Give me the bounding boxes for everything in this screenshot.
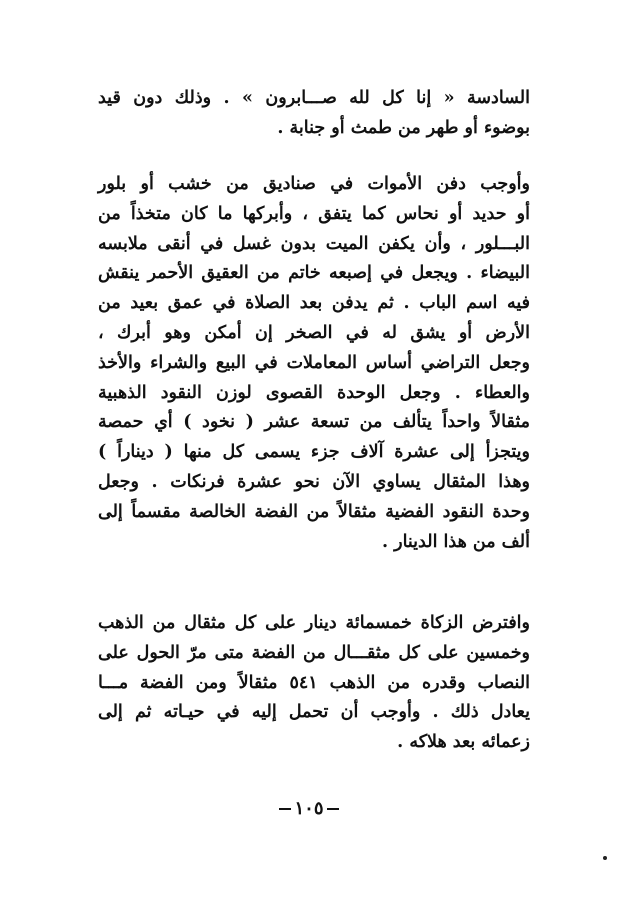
text-line: فيه اسم الباب . ثم يدفن بعد الصلاة في عمق بعيد من	[98, 293, 530, 314]
page-number	[0, 798, 618, 819]
text-line: البيضاء . ويجعل في إصبعه خاتم من العقيق الأحمر ينقش	[98, 263, 530, 284]
text-line: الأرض أو يشق له في الصخر إن أمكن وهو أبرك ،	[98, 322, 530, 343]
dash-right	[279, 808, 291, 810]
text-line: وافترض الزكاة خمسمائة دينار على كل مثقال من الذهب	[98, 613, 530, 633]
paragraph-2	[98, 170, 530, 557]
text-line: وخمسين على كل مثقـــال من الفضة متى مرّ الحول على	[98, 642, 530, 663]
paragraph-1	[98, 84, 530, 144]
text-line: السادسة « إنا كل لله صـــابرون » . وذلك دون قيد	[98, 88, 530, 108]
text-line: زعمائه بعد هلاكه .	[397, 732, 530, 753]
text-line: بوضوء أو طهر من طمث أو جنابة .	[277, 117, 530, 138]
text-line: يعادل ذلك . وأوجب أن تحمل إليه في حيـاته ثم إلى	[98, 702, 530, 723]
text-line: وهذا المثقال يساوي الآن نحو عشرة فرنكات . وجعل	[98, 471, 530, 492]
dash-left	[327, 808, 339, 810]
page-number-value: ١٠٥	[294, 798, 324, 819]
text-line: مثقالاً واحداً يتألف من تسعة عشر ( نخود ) أي حمصة	[98, 412, 530, 433]
paragraph-3	[98, 609, 530, 758]
text-line: البـــلور ، وأن يكفن الميت بدون غسل في أنقى ملابسه	[98, 233, 530, 254]
text-line: ويتجزأ إلى عشرة آلاف جزء يسمى كل منها ( ديناراً )	[98, 442, 530, 463]
text-line: أو حديد أو نحاس كما يتفق ، وأبركها ما كان متخذاً من	[98, 203, 530, 224]
text-line: وأوجب دفن الأموات في صناديق من خشب أو بلور	[98, 174, 530, 194]
text-line: وجعل التراضي أساس المعاملات في البيع والشراء والأخذ	[98, 352, 530, 373]
text-line: وحدة النقود الفضية مثقالاً من الفضة الخالصة مقسماً إلى	[98, 501, 530, 522]
text-line: ألف من هذا الدينار .	[381, 531, 530, 552]
text-line: والعطاء . وجعل الوحدة القصوى لوزن النقود الذهبية	[98, 382, 530, 403]
scan-speck	[603, 856, 607, 860]
text-line: النصاب وقدره من الذهب ٥٤١ مثقالاً ومن الفضة مـــا	[98, 672, 531, 693]
